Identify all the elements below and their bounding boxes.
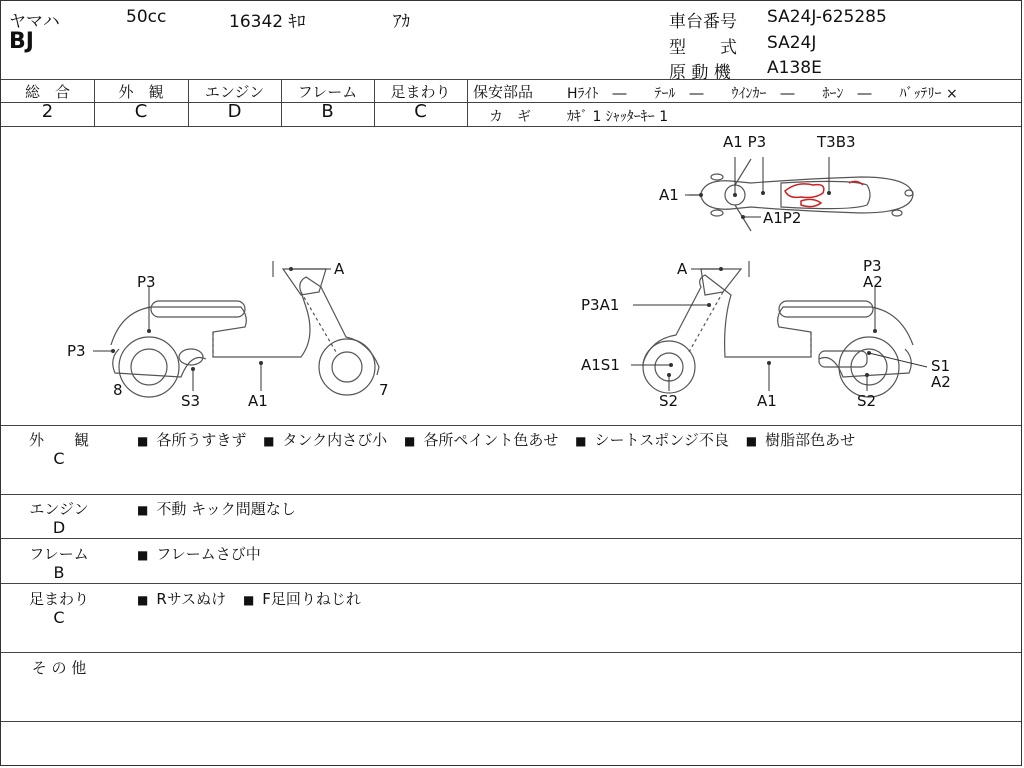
suspension-grade-label: 足まわり (390, 83, 451, 101)
maker: ヤマハ (9, 12, 60, 32)
label-right-s2-right: S2 (857, 392, 877, 410)
type-value: SA24J (767, 33, 817, 53)
exterior-grade-value: C (134, 101, 148, 122)
model-name: BJ (9, 29, 34, 54)
divider (1, 538, 1021, 539)
frame-grade-value: B (321, 101, 334, 122)
exterior-note: シートスポンジ不良 (594, 431, 729, 449)
label-right-a1: A1 (757, 392, 777, 410)
divider (1, 583, 1021, 584)
frame-no: SA24J-625285 (767, 7, 887, 27)
label-right-a1s1: A1S1 (581, 356, 620, 374)
exterior-note: タンク内さび小 (282, 431, 388, 449)
frame-title: フレーム (29, 545, 89, 563)
suspension-notes: ■ Rサスぬけ ■ F足回りねじれ (137, 590, 361, 608)
engine-grade-label: エンジン (204, 83, 265, 101)
frame-grade: B (53, 563, 65, 582)
engine-note: 不動 キック問題なし (156, 500, 296, 518)
exterior-notes: ■ 各所うすきず ■ タンク内さび小 ■ 各所ペイント色あせ ■ シートスポンジ不良 ■ 樹脂部色あせ (137, 431, 856, 449)
safety-parts-items: Hﾗｲﾄ ― ﾃｰﾙ ― ｳｲﾝｶｰ ― ﾎｰﾝ ― ﾊﾞｯﾃﾘｰ × (567, 86, 958, 102)
divider (1, 494, 1021, 495)
label-top-a1-left: A1 (659, 186, 679, 204)
label-left-p3-top: P3 (137, 273, 156, 291)
keys-value: ｶｷﾞ 1 ｼｬｯﾀｰｷｰ 1 (567, 109, 669, 125)
divider (467, 79, 468, 126)
label-left-a: A (334, 260, 345, 278)
divider (1, 425, 1021, 426)
mileage: 16342 ｷﾛ (229, 12, 306, 32)
frame-notes: ■ フレームさび中 (137, 545, 261, 563)
leader-lines (93, 157, 927, 391)
exterior-note: 樹脂部色あせ (765, 431, 856, 449)
other-title: そ の 他 (31, 659, 87, 677)
exterior-note: 各所ペイント色あせ (423, 431, 559, 449)
label-right-a2: A2 (931, 373, 951, 391)
label-top-a1p3: A1 P3 (723, 133, 767, 151)
engine-title: エンジン (29, 500, 89, 518)
label-right-s2-left: S2 (659, 392, 679, 410)
color: ｱｶ (393, 12, 410, 32)
suspension-note: F足回りねじれ (262, 590, 361, 608)
exterior-grade-label: 外 観 (118, 83, 164, 101)
label-left-8: 8 (113, 381, 123, 399)
label-right-p3a1: P3A1 (581, 296, 620, 314)
engine-label: 原 動 機 (669, 63, 731, 83)
label-left-a1: A1 (248, 392, 268, 410)
label-right-p3: P3 (863, 257, 882, 275)
frame-grade-label: フレーム (297, 83, 358, 101)
label-top-t3b3: T3B3 (817, 133, 856, 151)
safety-parts-label: 保安部品 (473, 83, 534, 101)
label-right-a2-top: A2 (863, 273, 883, 291)
suspension-grade: C (53, 608, 65, 627)
suspension-note: Rサスぬけ (156, 590, 227, 608)
label-left-p3-side: P3 (67, 342, 86, 360)
displacement: 50cc (126, 7, 167, 27)
frame-no-label: 車台番号 (669, 12, 737, 32)
exterior-title: 外 観 (28, 431, 89, 449)
engine-notes: ■ 不動 キック問題なし (137, 500, 296, 518)
label-right-a: A (677, 260, 688, 278)
overall-grade-value: 2 (41, 101, 54, 122)
exterior-note: 各所うすきず (156, 431, 247, 449)
keys-label: カ ギ (489, 109, 531, 125)
label-left-7: 7 (379, 381, 389, 399)
engine-value: A138E (767, 58, 822, 78)
damage-marks (785, 181, 863, 206)
exterior-grade: C (53, 449, 65, 468)
divider (1, 79, 1021, 80)
overall-grade-label: 総 合 (24, 83, 70, 101)
damage-diagram (1, 127, 1023, 425)
label-left-s3: S3 (181, 392, 201, 410)
engine-grade-value: D (227, 101, 242, 122)
suspension-grade-value: C (414, 101, 427, 122)
label-top-a1p2: A1P2 (763, 209, 802, 227)
type-label: 型 式 (669, 38, 737, 58)
divider (1, 652, 1021, 653)
divider (1, 721, 1021, 722)
label-right-s1: S1 (931, 357, 951, 375)
frame-note: フレームさび中 (156, 545, 261, 563)
engine-grade: D (52, 518, 66, 537)
suspension-title: 足まわり (28, 590, 89, 608)
